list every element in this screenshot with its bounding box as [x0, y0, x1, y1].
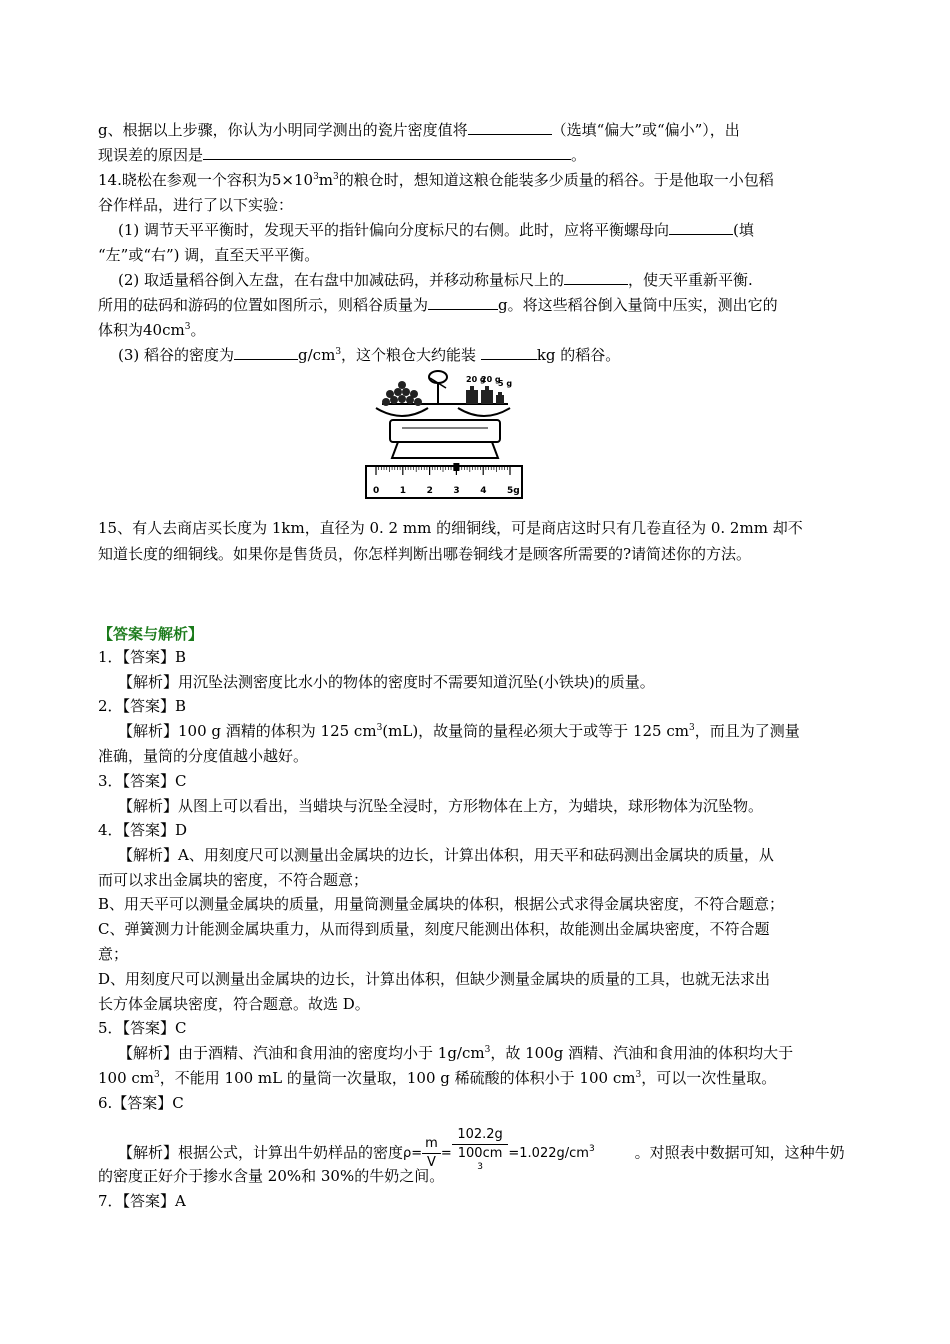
answer-4: 4．【答案】D	[98, 821, 188, 839]
denominator-v: V	[427, 1155, 436, 1170]
answer-3: 3．【答案】C	[98, 772, 187, 790]
numerator-value: 102.2g	[452, 1126, 509, 1145]
answer-blank[interactable]	[234, 345, 298, 360]
text: (填	[733, 221, 754, 239]
analysis-4-line2: 而可以求出金属块的密度，不符合题意；	[98, 871, 369, 889]
text: 的粮仓时，想知道这粮仓能装多少质量的稻谷。于是他取一小包稻	[338, 171, 774, 189]
balance-base	[392, 442, 498, 458]
text: （选填“偏大”或“偏小”），出	[551, 121, 740, 139]
text: (1) 调节天平平衡时，发现天平的指针偏向分度标尺的右侧。此时，应将平衡螺母向	[118, 221, 670, 239]
answer-7: 7．【答案】A	[98, 1192, 186, 1210]
text: 。	[571, 146, 587, 164]
den-text: 100cm	[457, 1146, 503, 1161]
superscript: 3	[477, 1162, 483, 1172]
text: 100 cm	[98, 1069, 155, 1087]
weights	[466, 386, 504, 404]
analysis-1: 【解析】用沉坠法测密度比水小的物体的密度时不需要知道沉坠(小铁块)的质量。	[118, 673, 655, 691]
text: ，故 100g 酒精、汽油和食用油的体积均大于	[490, 1044, 794, 1062]
analysis-5-line2	[98, 1066, 858, 1090]
text: g、根据以上步骤，你认为小明同学测出的瓷片密度值将	[98, 121, 468, 139]
superscript: 3	[635, 1070, 642, 1080]
text: 【解析】根据公式，计算出牛奶样品的密度	[118, 1143, 404, 1162]
weight-label-3: 5 g	[498, 379, 513, 388]
text: 所用的砝码和游码的位置如图所示，则稻谷质量为	[98, 296, 429, 314]
text: 14.晓松在参观一个容积为5×10	[98, 171, 314, 189]
analysis-6-line2: 的密度正好介于掺水含量 20%和 30%的牛奶之间。	[98, 1167, 445, 1185]
text: g/cm	[298, 346, 336, 364]
left-pan	[376, 408, 428, 416]
analysis-4-line4: C、弹簧测力计能测金属块重力，从而得到质量，刻度尺能测出体积，故能测出金属块密度，不符合题	[98, 920, 770, 938]
superscript: 3	[333, 172, 339, 182]
answer-6: 6.【答案】C	[98, 1094, 184, 1112]
question-14-part2-cont	[98, 293, 858, 317]
numerator-m: m	[422, 1135, 441, 1154]
scale-tick-label: 3	[453, 486, 460, 496]
analysis-2-line1	[118, 719, 878, 743]
question-14-line2: 谷作样品，进行了以下实验：	[98, 196, 294, 214]
rider-marker[interactable]	[453, 463, 459, 471]
text: ，这个粮仓大约能装	[341, 346, 481, 364]
superscript: 3	[184, 322, 191, 332]
right-pan	[458, 408, 510, 416]
superscript: 3	[588, 1144, 595, 1154]
superscript: 3	[376, 723, 383, 733]
superscript: 3	[688, 723, 695, 733]
text: (3) 稻谷的密度为	[118, 346, 235, 364]
text: ，而且为了测量	[694, 722, 800, 740]
superscript: 3	[335, 347, 342, 357]
analysis-5-line1	[118, 1041, 878, 1065]
formula-result: =1.022g/cm	[508, 1146, 589, 1161]
analysis-4-line7: 长方体金属块密度，符合题意。故选 D。	[98, 995, 370, 1013]
text: kg 的稻谷。	[536, 346, 621, 364]
answers-header: 【答案与解析】	[98, 625, 204, 643]
analysis-4-line1: 【解析】A、用刻度尺可以测量出金属块的边长，计算出体积，用天平和砝码测出金属块的质量，从	[118, 846, 774, 864]
text: 现误差的原因是	[98, 146, 204, 164]
superscript: 3	[154, 1070, 160, 1080]
text: 【解析】由于酒精、汽油和食用油的密度均小于 1g/cm	[118, 1044, 485, 1062]
superscript: 3	[484, 1045, 491, 1055]
scale-tick-label: 2	[426, 486, 433, 496]
answer-blank[interactable]	[669, 220, 733, 235]
text: 体积为40cm	[98, 321, 185, 339]
scale-tick-label: 0	[373, 486, 380, 496]
superscript: 3	[313, 172, 319, 182]
question-15-line1: 15、有人去商店买长度为 1km，直径为 0. 2 mm 的细铜线，可是商店这时只有几卷直径为 0. 2mm 却不	[98, 519, 803, 537]
text: 。对照表中数据可知，这种牛奶	[634, 1143, 845, 1162]
analysis-3: 【解析】从图上可以看出，当蜡块与沉坠全浸时，方形物体在上方，为蜡块，球形物体为沉坠物。	[118, 797, 764, 815]
scale-tick-label: 4	[480, 486, 487, 496]
question-15-line2: 知道长度的细铜线。如果你是售货员，你怎样判断出哪卷铜线才是顾客所需要的?请简述你的方法。	[98, 545, 752, 563]
answer-5: 5．【答案】C	[98, 1019, 187, 1037]
formula-eq: =	[440, 1146, 452, 1161]
formula-rho: ρ=	[403, 1146, 423, 1161]
question-14-line1	[98, 168, 858, 192]
analysis-2-line2: 准确，量筒的分度值越小越好。	[98, 747, 309, 765]
text: (mL)，故量筒的量程必须大于或等于 125 cm	[382, 722, 689, 740]
answer-blank[interactable]	[428, 295, 498, 310]
answer-1: 1．【答案】B	[98, 648, 187, 666]
answer-blank[interactable]	[481, 345, 537, 360]
analysis-4-line3: B、用天平可以测量金属块的质量，用量筒测量金属块的体积，根据公式求得金属块密度，不符合题意；	[98, 895, 785, 913]
answer-blank[interactable]	[468, 120, 552, 135]
question-14-part1	[118, 218, 878, 242]
scale-tick-label: 1	[399, 486, 407, 496]
text: g。将这些稻谷倒入量筒中压实，测出它的	[498, 296, 778, 314]
text: (2) 取适量稻谷倒入左盘，在右盘中加减砝码，并移动称量标尺上的	[118, 271, 565, 289]
balance-body	[390, 420, 500, 442]
answer-blank[interactable]	[564, 270, 628, 285]
balance-scale-figure	[362, 362, 528, 504]
balance-top-knob	[429, 371, 447, 383]
text: ，可以一次性量取。	[641, 1069, 777, 1087]
question-14-volume	[98, 318, 858, 342]
scale-tick-label: 5g	[507, 486, 520, 496]
question-13g-line1	[98, 118, 858, 142]
question-14-part1-cont: “左”或“右”) 调，直至天平平衡。	[98, 246, 320, 264]
analysis-4-line5: 意；	[98, 945, 129, 963]
text: m	[318, 171, 334, 189]
text: 【解析】100 g 酒精的体积为 125 cm	[118, 722, 377, 740]
answer-blank[interactable]	[203, 145, 571, 160]
analysis-4-line6: D、用刻度尺可以测量出金属块的边长，计算出体积，但缺少测量金属块的质量的工具，也就无法求出	[98, 970, 771, 988]
question-13g-line2	[98, 143, 858, 167]
question-14-part2	[118, 268, 878, 292]
grain-pile	[382, 381, 422, 406]
weight-label-1: 20 g	[466, 375, 486, 384]
text: 。	[190, 321, 206, 339]
text: ，不能用 100 mL 的量筒一次量取，100 g 稀硫酸的体积小于 100 cm	[159, 1069, 636, 1087]
answer-2: 2．【答案】B	[98, 697, 187, 715]
text: ，使天平重新平衡.	[628, 271, 753, 289]
weight-label-2: 20 g	[481, 375, 501, 384]
